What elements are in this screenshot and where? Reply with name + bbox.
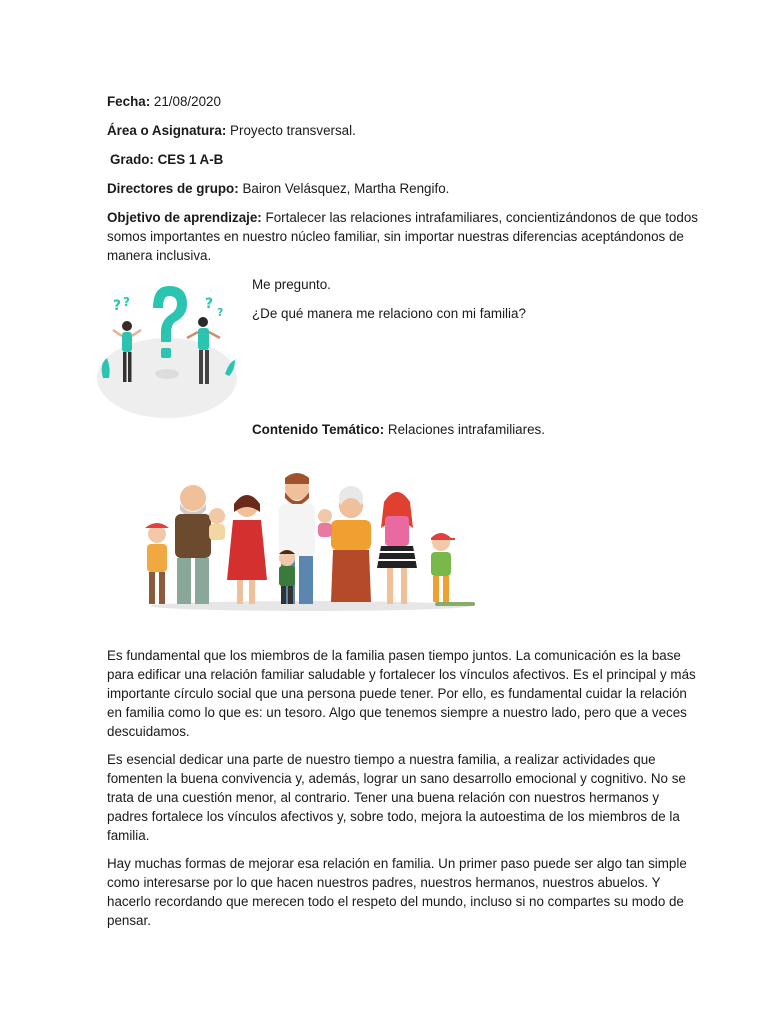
paragraph-line: Es esencial dedicar una parte de nuestro tiempo a nuestra familia, a realizar actividades que: [107, 752, 656, 767]
area-line: [107, 121, 356, 140]
objetivo-line2: somos importantes en nuestro núcleo familiar, sin importar nuestras diferencias aceptándonos de: [107, 229, 684, 244]
paragraph-line: descuidamos.: [107, 724, 190, 739]
paragraph-3: [107, 854, 687, 930]
paragraph-line: Es fundamental que los miembros de la familia pasen tiempo juntos. La comunicación es la base: [107, 648, 681, 663]
fecha-line: [107, 92, 221, 111]
question-intro: Me pregunto.: [252, 277, 331, 292]
question-people-illustration: [95, 278, 240, 420]
directores-line: [107, 179, 449, 198]
area-value: Proyecto transversal.: [230, 123, 356, 138]
directores-label: Directores de grupo:: [107, 181, 239, 196]
paragraph-line: como interesarse por lo que hacen nuestros padres, nuestros hermanos, nuestros abuelos. Y: [107, 875, 661, 890]
grado-label: Grado: CES 1 A-B: [110, 152, 224, 167]
fecha-label: Fecha:: [107, 94, 151, 109]
paragraph-line: padres fortalece los vínculos afectivos y, sobre todo, mejora la autoestima de los miembros de la: [107, 809, 680, 824]
objetivo-line1: Fortalecer las relaciones intrafamiliares, concientizándonos de que todos: [265, 210, 698, 225]
paragraph-line: en familia como lo que es: un tesoro. Algo que tenemos siempre a nuestro lado, pero que a veces: [107, 705, 687, 720]
paragraph-line: importante círculo social que una persona puede tener. Por ello, es fundamental cuidar la relación: [107, 686, 687, 701]
paragraph-line: trata de una cuestión menor, al contrario. Tener una buena relación con nuestros hermanos y: [107, 790, 660, 805]
contenido-label: Contenido Temático:: [252, 422, 385, 437]
question-text: ¿De qué manera me relaciono con mi familia?: [252, 306, 526, 321]
contenido-value: Relaciones intrafamiliares.: [387, 422, 545, 437]
objetivo-block: [107, 208, 698, 265]
objetivo-line3: manera inclusiva.: [107, 248, 212, 263]
paragraph-line: hacerlo recordando que merecen todo el respeto del mundo, incluso si no compartes su modo de: [107, 894, 684, 909]
svg-text:?: ?: [123, 295, 130, 309]
svg-text:?: ?: [113, 298, 122, 314]
paragraph-line: familia.: [107, 828, 150, 843]
fecha-value: 21/08/2020: [153, 94, 221, 109]
area-label: Área o Asignatura:: [107, 123, 227, 138]
paragraph-line: Hay muchas formas de mejorar esa relación en familia. Un primer paso puede ser algo tan simple: [107, 856, 687, 871]
directores-value: Bairon Velásquez, Martha Rengifo.: [242, 181, 450, 196]
contenido-line: [252, 420, 545, 439]
objetivo-label: Objetivo de aprendizaje:: [107, 210, 262, 225]
paragraph-line: fomenten la buena convivencia y, además, lograr un sano desarrollo emocional y cognitivo. No se: [107, 771, 686, 786]
paragraph-line: para edificar una relación familiar saludable y fortalecer los vínculos afectivos. Es el principal y más: [107, 667, 696, 682]
paragraph-1: [107, 646, 696, 741]
family-group-illustration: [135, 468, 485, 618]
svg-text:?: ?: [205, 296, 214, 312]
paragraph-2: [107, 750, 686, 845]
paragraph-line: pensar.: [107, 913, 151, 928]
grado-line: [110, 150, 223, 169]
svg-text:?: ?: [217, 306, 224, 319]
